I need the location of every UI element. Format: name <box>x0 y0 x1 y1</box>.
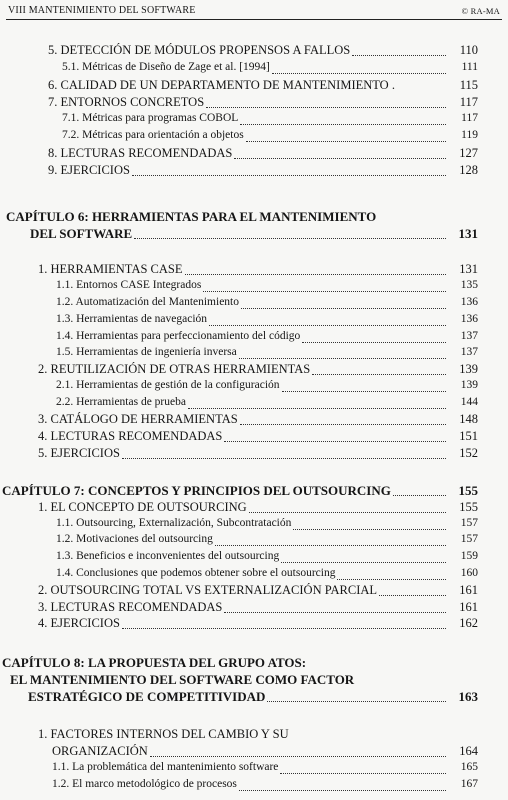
toc-entry: 1.5. Herramientas de ingeniería inversa 137 <box>56 346 478 358</box>
toc-entry: 1.3. Herramientas de navegación 136 <box>56 313 478 325</box>
toc-entry: 5. EJERCICIOS 152 <box>38 446 478 460</box>
toc-entry: 3. LECTURAS RECOMENDADAS 161 <box>38 600 478 614</box>
toc-entry: 1.1. La problemática del mantenimiento software 165 <box>52 761 478 773</box>
toc-entry: 1.1. Outsourcing, Externalización, Subcontratación 157 <box>56 517 478 529</box>
toc-entry: 9. EJERCICIOS 128 <box>48 163 478 177</box>
header-publisher: © RA-MA <box>461 6 500 16</box>
toc-entry: 6. CALIDAD DE UN DEPARTAMENTO DE MANTENIMIENTO . 115 <box>48 78 478 92</box>
toc-entry: 1. EL CONCEPTO DE OUTSOURCING 155 <box>38 500 478 514</box>
toc-entry: 7.2. Métricas para orientación a objetos 119 <box>62 129 478 141</box>
toc-entry: 1.4. Conclusiones que podemos obtener sobre el outsourcing 160 <box>56 567 478 579</box>
chapter-title: EL MANTENIMIENTO DEL SOFTWARE COMO FACTOR <box>10 672 355 687</box>
toc-entry: 7.1. Métricas para programas COBOL 117 <box>62 112 478 124</box>
toc-entry: 1.2. El marco metodológico de procesos 167 <box>52 778 478 790</box>
toc-entry: 1.3. Beneficios e inconvenientes del outsourcing 159 <box>56 550 478 562</box>
toc-entry: 2.1. Herramientas de gestión de la configuración 139 <box>56 379 478 391</box>
toc-entry: 1. HERRAMIENTAS CASE 131 <box>38 262 478 276</box>
toc-entry: ORGANIZACIÓN 164 <box>52 744 478 758</box>
chapter-entry: CAPÍTULO 7: CONCEPTOS Y PRINCIPIOS DEL OUTSOURCING 155 <box>2 483 478 498</box>
running-header <box>6 3 502 20</box>
toc-entry: 1.1. Entornos CASE Integrados 135 <box>56 279 478 291</box>
toc-entry: 2. REUTILIZACIÓN DE OTRAS HERRAMIENTAS 139 <box>38 362 478 376</box>
toc-entry: 1. FACTORES INTERNOS DEL CAMBIO Y SU <box>38 727 289 741</box>
chapter-entry: DEL SOFTWARE 131 <box>30 226 478 241</box>
chapter-entry: ESTRATÉGICO DE COMPETITIVIDAD 163 <box>28 689 478 704</box>
toc-entry: 5.1. Métricas de Diseño de Zage et al. [1994] 111 <box>62 61 478 73</box>
toc-entry: 1.2. Motivaciones del outsourcing 157 <box>56 533 478 545</box>
chapter-title: CAPÍTULO 8: LA PROPUESTA DEL GRUPO ATOS: <box>2 655 307 670</box>
header-title: VIII MANTENIMIENTO DEL SOFTWARE <box>8 5 196 16</box>
toc-entry: 2.2. Herramientas de prueba 144 <box>56 396 478 408</box>
toc-entry: 8. LECTURAS RECOMENDADAS 127 <box>48 146 478 160</box>
toc-entry: 3. CATÁLOGO DE HERRAMIENTAS 148 <box>38 412 478 426</box>
toc-entry: 4. LECTURAS RECOMENDADAS 151 <box>38 429 478 443</box>
toc-entry: 2. OUTSOURCING TOTAL VS EXTERNALIZACIÓN PARCIAL 161 <box>38 583 478 597</box>
toc-entry: 7. ENTORNOS CONCRETOS 117 <box>48 95 478 109</box>
chapter-title: CAPÍTULO 6: HERRAMIENTAS PARA EL MANTENIMIENTO <box>6 209 377 224</box>
toc-entry: 1.2. Automatización del Mantenimiento 136 <box>56 296 478 308</box>
toc-entry: 4. EJERCICIOS 162 <box>38 616 478 630</box>
toc-entry: 5. DETECCIÓN DE MÓDULOS PROPENSOS A FALLOS 110 <box>48 43 478 57</box>
toc-entry: 1.4. Herramientas para perfeccionamiento del código 137 <box>56 330 478 342</box>
